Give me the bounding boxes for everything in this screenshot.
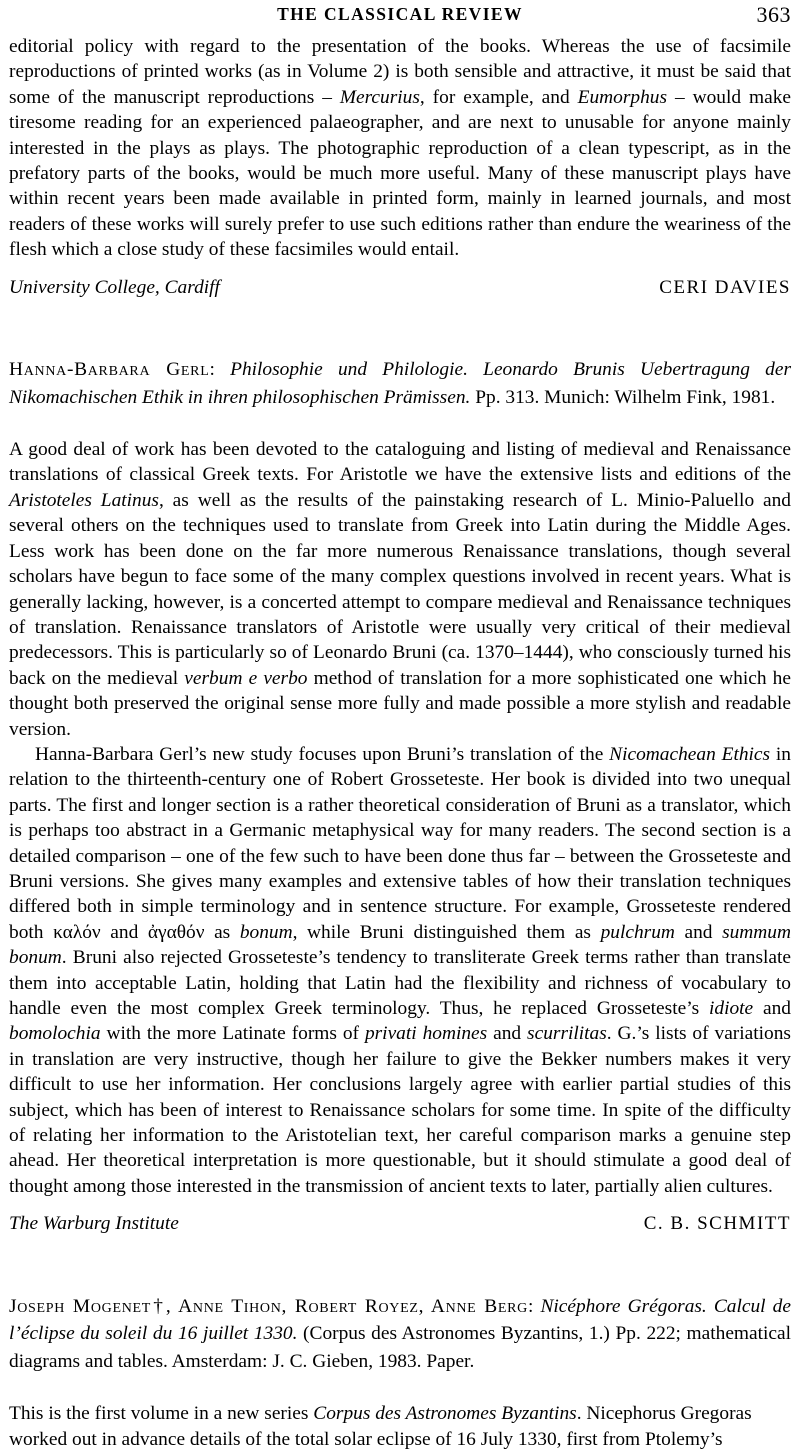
spacer: [9, 411, 791, 437]
review-work-title: Philosophie und Philologie. Leonardo Brunis Uebertragung der Nikomachischen Ethik in ihren philosophischen Prämissen.: [9, 359, 791, 408]
page-number: 363: [756, 2, 791, 27]
spacer: [9, 300, 791, 356]
italic-pulchrum: pulchrum: [600, 921, 675, 943]
spacer: [9, 1375, 791, 1401]
heading-colon: :: [527, 1295, 541, 1317]
italic-bomolochia: bomolochia: [9, 1023, 101, 1045]
heading-colon: :: [209, 359, 231, 381]
text-run: , for example, and: [419, 86, 578, 108]
greek-word-kalon: καλόν: [53, 921, 101, 943]
italic-title-mercurius: Mercurius: [339, 86, 420, 108]
review-imprint: Pp. 313. Munich: Wilhelm Fink, 1981.: [470, 386, 776, 408]
running-head: [9, 4, 791, 34]
review-mogenet: [9, 1293, 791, 1452]
review-authors: Hanna-Barbara Gerl: [9, 359, 210, 381]
text-run: and: [487, 1023, 528, 1045]
text-run: . Bruni also rejected Grosseteste’s tendency to transliterate Greek terms rather than translate them into acceptable Latin, holding that Latin had the flexibility and richness of vocabulary to handle even the most complex Greek terminology. Thus, he replaced Grosseteste’s: [9, 947, 791, 1019]
text-run: editorial policy with regard to the presentation of the books. Whereas the use of facsimile reproductions of printed works (as in Volume 2) is both sensible and attractive, it must be said that some of the manuscript reproductions –: [9, 36, 791, 108]
byline-institution: The Warburg Institute: [9, 1213, 179, 1235]
paragraph-mogenet-1: [9, 1401, 791, 1452]
review-heading-gerl: [9, 356, 791, 411]
paragraph-continued: [9, 34, 791, 263]
italic-corpus-des-astronomes-byzantins: Corpus des Astronomes Byzantins: [313, 1403, 577, 1425]
review-heading-mogenet: [9, 1293, 791, 1376]
review-authors-rest: , Anne Tihon, Robert Royez, Anne Berg: [165, 1295, 528, 1317]
italic-summum-bonum: summum bonum: [9, 921, 792, 969]
text-run: in relation to the thirteenth-century one of Robert Grosseteste. Her book is divided into two unequal parts. The first and longer section is a rather theoretical consideration of Bruni as a translator, which is perhaps too abstract in a Germanic metaphysical way for many readers. The second section is a detailed comparison – one of the few such to have been done thus far – between the Grosseteste and Bruni versions. She gives many examples and extensive tables of how their translation techniques differed both in simple terminology and in sentence structure. For example, Grosseteste rendered both: [9, 743, 791, 943]
greek-word-agathon: ἀγαθόν: [147, 921, 205, 943]
paragraph-gerl-1: [9, 437, 791, 742]
review-imprint: (Corpus des Astronomes Byzantins, 1.) Pp. 222; mathematical diagrams and tables. Amsterdam: J. C. Gieben, 1983. Paper.: [9, 1323, 791, 1372]
review-gerl: [9, 356, 791, 1237]
review-continued: [9, 34, 791, 300]
italic-nicomachean-ethics: Nicomachean Ethics: [609, 743, 771, 765]
text-run: and: [753, 998, 791, 1019]
text-run: and: [100, 921, 148, 943]
author-name-mogenet: Joseph Mogenet: [9, 1295, 152, 1317]
byline-reviewer: C. B. SCHMITT: [643, 1213, 791, 1235]
italic-privati-homines: privati homines: [364, 1023, 488, 1045]
italic-aristoteles-latinus: Aristoteles Latinus: [9, 489, 159, 511]
byline-institution: University College, Cardiff: [9, 276, 220, 298]
spacer: [9, 263, 791, 275]
review-authors: [9, 1296, 528, 1317]
text-run: and: [674, 921, 723, 943]
italic-scurrilitas: scurrilitas: [527, 1023, 607, 1045]
italic-title-eumorphus: Eumorphus: [577, 86, 668, 108]
spacer: [9, 1199, 791, 1211]
text-run: . Nicephorus Gregoras worked out in advance details of the total solar eclipse of 16 July 1330, first from Ptolemy’s: [9, 1403, 752, 1450]
text-run: , while Bruni distinguished them as: [292, 921, 601, 943]
text-run: – would make tiresome reading for an experienced palaeographer, and are next to unusable for anyone mainly interested in the plays as plays. The photographic reproduction of a clean typescript, as in the prefatory parts of the books, would be much more useful. Many of these manuscript plays have within recent years been made available in printed form, mainly in learned journals, and most readers of these works will surely prefer to use such editions rather than endure the weariness of the flesh which a close study of these facsimiles would entail.: [9, 86, 792, 261]
text-run: with the more Latinate forms of: [100, 1023, 365, 1045]
italic-verbum-e-verbo: verbum e verbo: [184, 667, 308, 689]
text-run: A good deal of work has been devoted to the cataloguing and listing of medieval and Renaissance translations of classical Greek texts. For Aristotle we have the extensive lists and editions of the: [9, 439, 791, 486]
review-work-title: Nicéphore Grégoras. Calcul de l’éclipse du soleil du 16 juillet 1330.: [9, 1295, 791, 1345]
byline-reviewer: CERI DAVIES: [659, 276, 791, 298]
text-run: Hanna-Barbara Gerl’s new study focuses upon Bruni’s translation of the: [35, 743, 610, 765]
text-run: , as well as the results of the painstaking research of L. Minio-Paluello and several others on the techniques used to translate from Greek into Latin during the Middle Ages. Less work has been done on the far more numerous Renaissance translations, though several scholars have begun to face some of the many complex questions involved in recent years. What is generally lacking, however, is a concerted attempt to compare medieval and Renaissance techniques of translation. Renaissance translators of Aristotle were usually very critical of their medieval predecessors. This is particularly so of Leonardo Bruni (ca. 1370–1444), who consciously turned his back on the medieval: [9, 489, 791, 689]
text-run: This is the first volume in a new series: [9, 1403, 314, 1425]
running-head-title: THE CLASSICAL REVIEW: [277, 4, 523, 24]
text-run: as: [204, 921, 240, 943]
journal-page: [0, 2, 800, 1450]
paragraph-gerl-2: [9, 742, 791, 1199]
italic-bonum: bonum: [239, 921, 293, 943]
byline-ceri-davies: [9, 275, 791, 300]
text-run: method of translation for a more sophisticated one which he thought both preserved the original sense more fully and made possible a more stylish and readable version.: [9, 667, 791, 740]
dagger-icon: †: [151, 1295, 166, 1317]
byline-cb-schmitt: [9, 1211, 791, 1236]
italic-idiote: idiote: [708, 998, 754, 1019]
text-run: . G.’s lists of variations in translation are very instructive, though her failure to give the Bekker numbers makes it very difficult to use her information. Her conclusions largely agree with earlier partial studies of this subject, which has been of interest to Renaissance scholars for some time. In spite of the difficulty of relating her information to the Aristotelian text, her careful comparison marks a genuine step ahead. Her theoretical interpretation is more questionable, but it should stimulate a good deal of thought among those interested in the transmission of ancient texts to later, partially alien cultures.: [9, 1023, 791, 1197]
spacer: [9, 1237, 791, 1293]
